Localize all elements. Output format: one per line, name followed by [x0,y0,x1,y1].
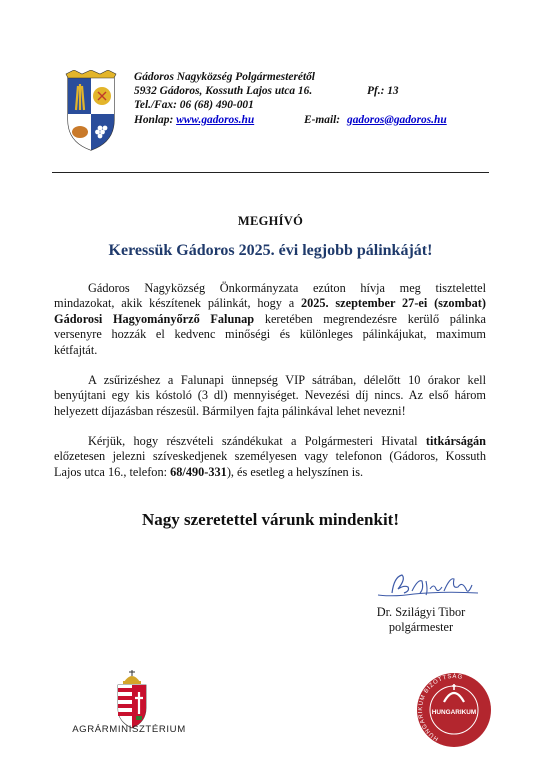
p2-line: A zsűrizéshez a Falunapi ünnepség VIP sátrában, délelőtt 10 órakor kell [88,373,486,387]
p2-line: helyezett díjazásban részesül. Bármilyen fajta pálinkával lehet nevezni! [54,403,406,418]
hungarikum-committee-seal [416,672,492,748]
hungarian-coat-of-arms-logo [110,668,154,730]
p1-line: keretében megrendezésre kerülő pálinka [254,311,486,326]
letterhead [134,70,447,127]
website-link[interactable]: www.gadoros.hu [176,113,255,126]
event-name: Gádorosi Hagyományőrző Falunap [54,311,255,326]
phone: Tel./Fax: 06 (68) 490-001 [134,99,254,112]
signer-name: Dr. Szilágyi Tibor [376,605,466,619]
org-name: Gádoros Nagyközség Polgármesterétől [134,71,315,83]
p3-line: Kérjük, hogy részvételi szándékukat a Polgármesteri Hivatal [88,434,426,448]
p3-line: Lajos utca 16., telefon: [54,464,171,479]
p3-line: ), és esetleg a helyszínen is. [226,464,364,479]
p1-line: Gádoros Nagyközség Önkormányzata ezúton hívja meg tisztelettel [88,281,486,295]
document-title: MEGHÍVÓ [237,214,304,228]
paragraph-invitation [54,281,486,358]
paragraph-judging [54,373,486,419]
headline: Keressük Gádoros 2025. évi legjobb pálinkáját! [108,242,433,259]
signature-block [361,605,481,635]
p1-line: mindazokat, akik készítenek pálinkát, hogy a [54,296,301,311]
p3-line: előzetesen jelezni szíveskedjenek személyesen vagy telefonon (Gádoros, Kossuth [54,449,486,464]
web-label: Honlap: [134,113,174,126]
header-divider [52,172,489,173]
po-box: Pf.: 13 [367,85,399,98]
secretariat: titkárságán [425,434,486,448]
hungarikum-ring-text: HUNGARIKUM BIZOTTSÁG [417,673,464,742]
gadoros-coat-of-arms-logo [64,70,118,152]
closing-line: Nagy szeretettel várunk mindenkit! [141,510,400,529]
ministry-name: AGRÁRMINISZTÉRIUM [72,724,186,735]
phone-number: 68/490-331 [170,464,227,479]
p1-line: kétfajtát. [54,342,98,357]
address: 5932 Gádoros, Kossuth Lajos utca 16. [134,85,313,98]
paragraph-registration [54,434,486,480]
email-label: E-mail: [304,113,341,126]
p2-line: benyújtani egy kis kóstoló (3 dl) mennyiséget. Nevezési díj nincs. Az első három [54,388,486,403]
p1-line: versenyre hozzák el kedvenc minőségi és különleges pálinkájukat, maximum [54,327,486,342]
event-date: 2025. szeptember 27-ei (szombat) [300,296,486,311]
signature-image [374,567,484,605]
email-link[interactable]: gadoros@gadoros.hu [347,113,447,126]
signer-title: polgármester [388,620,454,634]
hungarikum-label: HUNGARIKUM [431,709,477,716]
